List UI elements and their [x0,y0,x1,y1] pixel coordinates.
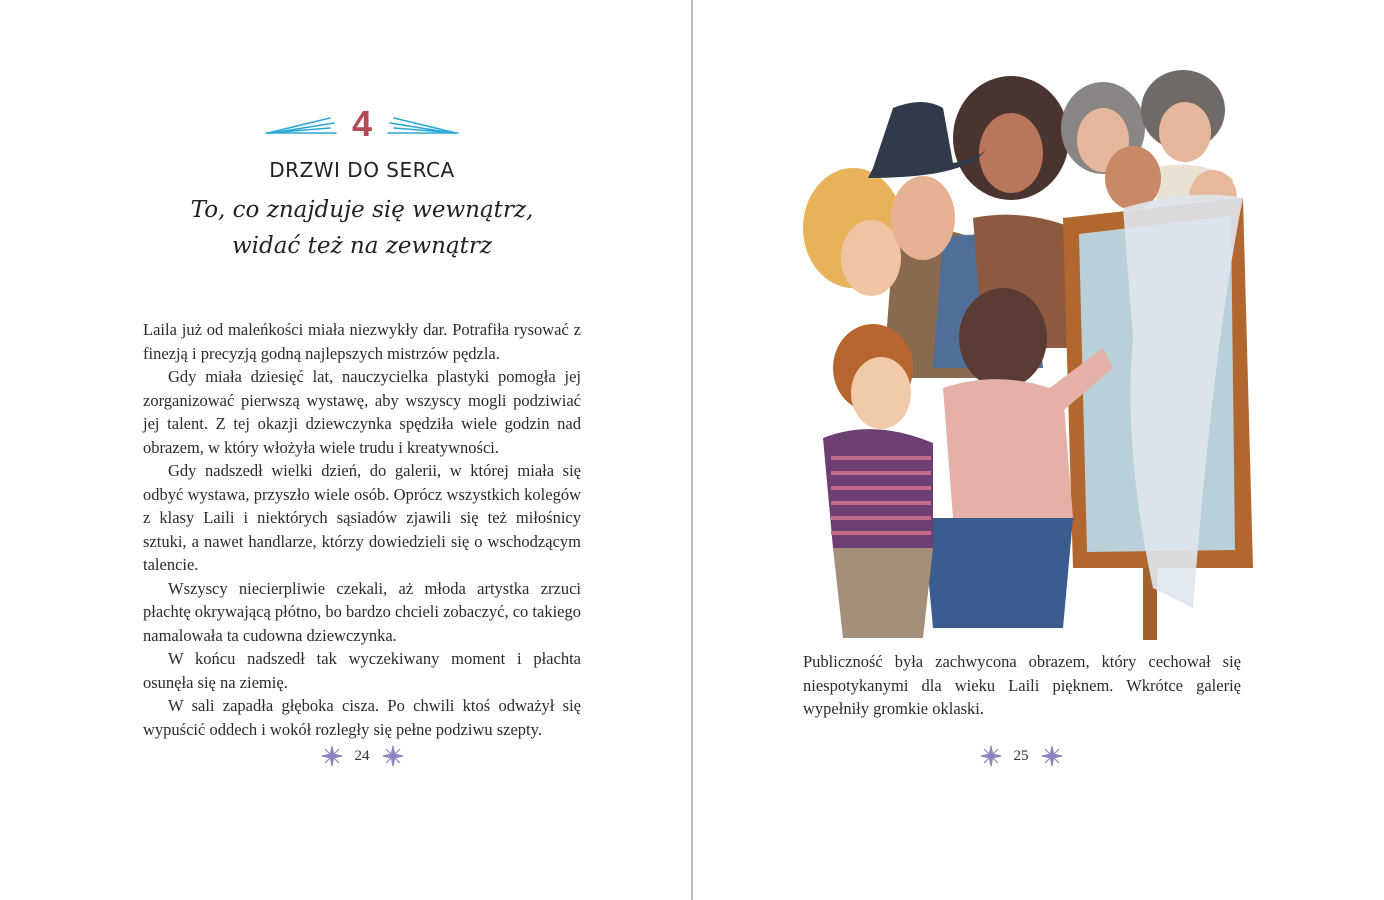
gallery-crowd-illustration [773,48,1273,640]
paragraph: Wszyscy niecierpliwie czekali, aż młoda artystka zrzuci płachtę okrywającą płótno, bo bardzo chcieli zobaczyć, co takiego namalowała ta cudowna dziewczynka. [143,578,581,645]
page-number: 24 [354,747,370,764]
chapter-number: 4 [351,103,373,144]
chapter-subtitle-line: To, co znajduje się wewnątrz, [190,197,534,223]
page-number: 25 [1013,747,1029,764]
page-number-footer [302,744,422,768]
paragraph: Gdy nadszedł wielki dzień, do galerii, w której miała się odbyć wystawa, przyszło wiele osób. Oprócz wszystkich kolegów z klasy Laili i niektórych sąsiadów zjawili się też miłośnicy sztuki, a nawet handlarze, którzy dowiedzieli się o wschodzącym talencie. [143,461,581,574]
paragraph: W sali zapadła głęboka cisza. Po chwili ktoś odważył się wypuścić oddech i wokół rozległy się pełne podziwu szepty. [143,696,581,739]
chapter-subtitle [140,192,584,264]
star-icon [1041,745,1063,767]
paragraph: Laila już od maleńkości miała niezwykły dar. Potrafiła rysować z finezją i precyzją godną najlepszych mistrzów pędzla. [143,320,581,363]
chapter-title: DRZWI DO SERCA [269,158,455,182]
paragraph: Gdy miała dziesięć lat, nauczycielka plastyki pomogła jej zorganizować pierwszą wystawę, aby wszyscy mogli podziwiać jej talent. Z tej okazji dziewczynka spędziła wiele godzin nad obrazem, w który włożyła wiele trudu i kreatywności. [143,367,581,457]
chapter-body-text [143,318,581,741]
star-icon [382,745,404,767]
right-page [693,0,1384,900]
illustration-caption-text: Publiczność była zachwycona obrazem, który cechował się niespotykanymi dla wieku Laili pięknem. Wkrótce galerię wypełniły gromkie oklaski. [803,652,1241,718]
star-icon [980,745,1002,767]
chapter-subtitle-line: widać też na zewnątrz [231,233,493,259]
paragraph: W końcu nadszedł tak wyczekiwany moment i płachta osunęła się na ziemię. [143,649,581,692]
star-icon [321,745,343,767]
chapter-heading-ornament [264,104,460,144]
page-number-footer [961,744,1081,768]
left-page [0,0,691,900]
